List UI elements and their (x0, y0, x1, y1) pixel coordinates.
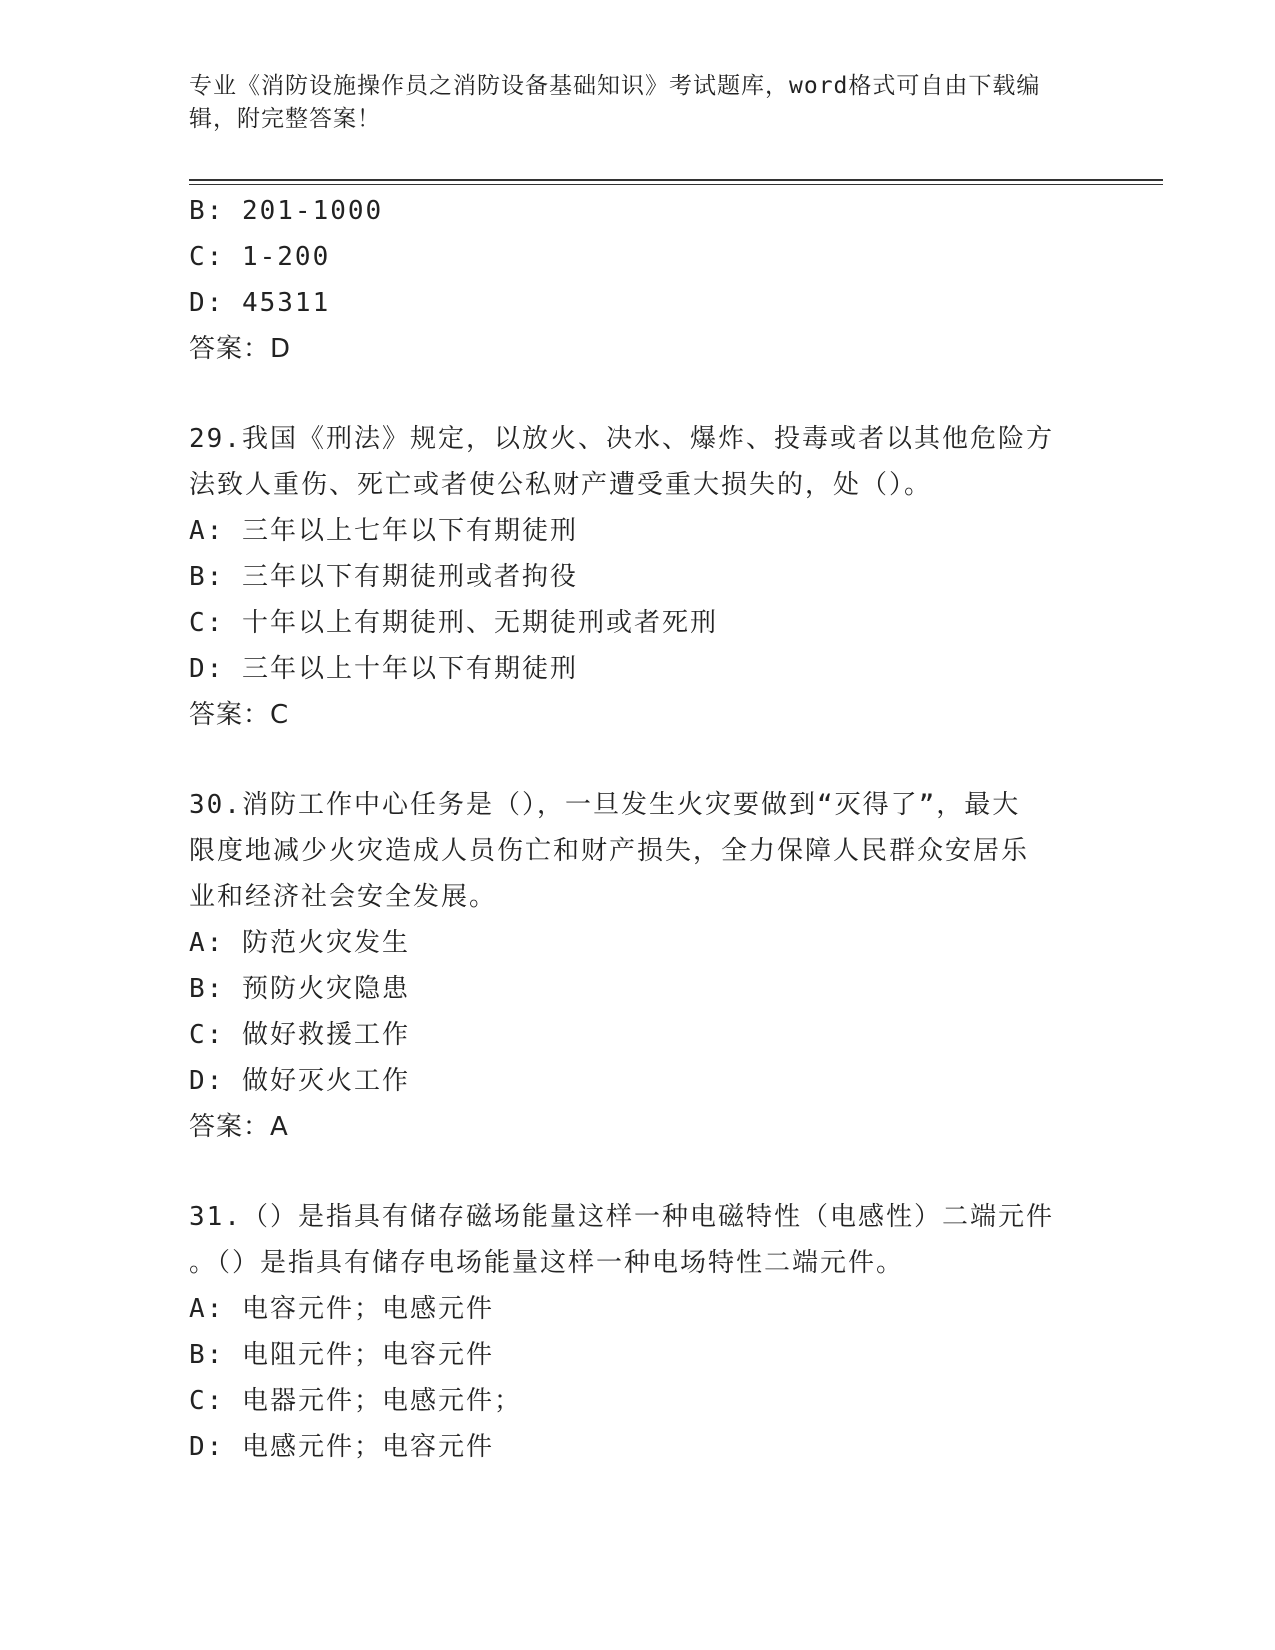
option-c: C: 1-200 (189, 242, 331, 272)
question-text-line: 31.（）是指具有储存磁场能量这样一种电磁特性（电感性）二端元件 (189, 1202, 1054, 1232)
option-c: C: 电器元件；电感元件； (189, 1386, 522, 1416)
answer-line: 答案：A (189, 1112, 289, 1142)
option-d: D: 做好灭火工作 (189, 1066, 410, 1096)
question-text-line: 限度地减少火灾造成人员伤亡和财产损失，全力保障人民群众安居乐 (189, 836, 1030, 866)
header-line-1: 专业《消防设施操作员之消防设备基础知识》考试题库，word格式可自由下载编 (189, 73, 1041, 99)
document-body (189, 188, 1089, 1470)
option-d: D: 电感元件；电容元件 (189, 1432, 494, 1462)
option-a: A: 电容元件；电感元件 (189, 1294, 494, 1324)
header-line-2: 辑，附完整答案！ (189, 106, 381, 132)
question-text-line: 。（）是指具有储存电场能量这样一种电场特性二端元件。 (189, 1248, 905, 1278)
option-d: D: 三年以上十年以下有期徒刑 (189, 654, 578, 684)
answer-line: 答案：D (189, 334, 292, 364)
header-divider-thick (189, 179, 1163, 181)
option-c: C: 十年以上有期徒刑、无期徒刑或者死刑 (189, 608, 718, 638)
option-b: B: 三年以下有期徒刑或者拘役 (189, 562, 578, 592)
option-d: D: 45311 (189, 288, 331, 318)
question-block-prev (189, 188, 1089, 372)
option-b: B: 201-1000 (189, 196, 384, 226)
option-b: B: 预防火灾隐患 (189, 974, 410, 1004)
option-a: A: 三年以上七年以下有期徒刑 (189, 516, 578, 546)
answer-line: 答案：C (189, 700, 290, 730)
header-divider-thin (189, 184, 1163, 185)
option-a: A: 防范火灾发生 (189, 928, 410, 958)
option-c: C: 做好救援工作 (189, 1020, 410, 1050)
question-text-line: 30.消防工作中心任务是（），一旦发生火灾要做到“灭得了”，最大 (189, 790, 1021, 820)
document-header (189, 70, 1089, 136)
question-block-29 (189, 416, 1089, 738)
question-text-line: 法致人重伤、死亡或者使公私财产遭受重大损失的，处（）。 (189, 470, 933, 500)
option-b: B: 电阻元件；电容元件 (189, 1340, 494, 1370)
question-text-line: 业和经济社会安全发展。 (189, 882, 498, 912)
question-text-line: 29.我国《刑法》规定，以放火、决水、爆炸、投毒或者以其他危险方 (189, 424, 1054, 454)
question-block-31 (189, 1194, 1089, 1470)
question-block-30 (189, 782, 1089, 1150)
